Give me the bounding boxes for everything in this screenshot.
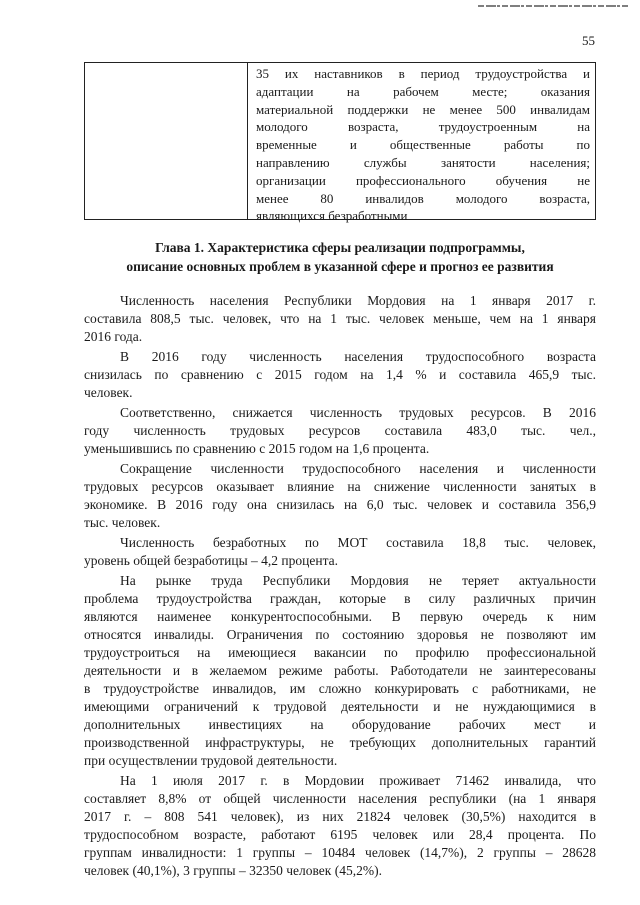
text-line: уменьшившись по сравнению с 2015 годом на 1,6 процента.: [84, 441, 430, 456]
paragraph: [84, 292, 596, 346]
table-line: являющихся безработными: [256, 208, 408, 224]
paragraph: [84, 772, 596, 880]
text-line: трудоустроиться на имеющиеся вакансии по профилю профессиональной: [84, 645, 596, 660]
text-line: 2017 г. – 808 541 человек), из них 21824 человек (30,5%) находится в: [84, 809, 596, 824]
text-line: На 1 июля 2017 г. в Мордовии проживает 71462 инвалида, что: [120, 773, 596, 788]
text-line: являются наименее конкурентоспособными. В первую очередь к ним: [84, 609, 596, 624]
table-line: материальной поддержки не менее 500 инвалидам: [256, 101, 590, 117]
text-line: составила 808,5 тыс. человек, что на 1 тыс. человек меньше, чем на 1 января: [84, 311, 596, 326]
text-line: Сокращение численности трудоспособного населения и численности: [120, 461, 596, 476]
text-line: трудовых ресурсов оказывает влияние на снижение численности занятых в: [84, 479, 596, 494]
table-right-cell: [256, 65, 590, 225]
heading-line: Глава 1. Характеристика сферы реализации подпрограммы,: [155, 240, 525, 255]
table-line: менее 80 инвалидов молодого возраста,: [256, 190, 590, 206]
text-line: производственной инфраструктуры, не требующих дополнительных гарантий: [84, 735, 596, 750]
text-line: В 2016 году численность населения трудоспособного возраста: [120, 349, 596, 364]
paragraph: [84, 534, 596, 570]
text-line: 2016 года.: [84, 329, 143, 344]
text-line: человек (40,1%), 3 группы – 32350 человек (45,2%).: [84, 863, 382, 878]
text-line: в трудоустройстве инвалидов, им сложно конкурировать с работниками, не: [84, 681, 596, 696]
text-line: На рынке труда Республики Мордовия не теряет актуальности: [120, 573, 596, 588]
program-table: [84, 62, 596, 224]
text-line: экономике. В 2016 году она снизилась на 6,0 тыс. человек и составила 356,9: [84, 497, 596, 512]
text-line: Численность населения Республики Мордовия на 1 января 2017 г.: [120, 293, 596, 308]
text-line: при осуществлении трудовой деятельности.: [84, 753, 338, 768]
text-line: человек.: [84, 385, 133, 400]
text-line: относятся инвалиды. Ограничения по состоянию здоровья не позволяют им: [84, 627, 596, 642]
chapter-heading: [84, 238, 596, 276]
paragraph: [84, 572, 596, 770]
text-line: проблема трудоустройства граждан, которые в силу различных причин: [84, 591, 596, 606]
scan-artifact: [478, 4, 628, 8]
text-line: уровень общей безработицы – 4,2 процента.: [84, 553, 339, 568]
table-line: 35 их наставников в период трудоустройства и: [256, 66, 590, 81]
table-line: организации профессионального обучения не: [256, 172, 590, 188]
paragraph: [84, 404, 596, 458]
paragraph: [84, 348, 596, 402]
text-line: группам инвалидности: 1 группы – 10484 человек (14,7%), 2 группы – 28628: [84, 845, 596, 860]
text-line: деятельности и в желаемом режиме работы. Работодатели не заинтересованы: [84, 663, 596, 678]
table-left-cell: [85, 63, 248, 219]
page-number: 55: [582, 33, 595, 48]
text-line: снизилась по сравнению с 2015 годом на 1,4 % и составила 465,9 тыс.: [84, 367, 596, 382]
body-text: [84, 292, 596, 882]
heading-line: описание основных проблем в указанной сфере и прогноз ее развития: [126, 259, 554, 274]
text-line: Численность безработных по МОТ составила 18,8 тыс. человек,: [120, 535, 596, 550]
text-line: имеющими ограничений к трудовой деятельности и не нуждающимися в: [84, 699, 596, 714]
table-line: адаптации на рабочем месте; оказания: [256, 83, 590, 99]
text-line: году численность трудовых ресурсов составила 483,0 тыс. чел.,: [84, 423, 596, 438]
text-line: составляет 8,8% от общей численности населения республики (на 1 января: [84, 791, 596, 806]
table-line: молодого возраста, трудоустроенным на: [256, 119, 590, 135]
text-line: тыс. человек.: [84, 515, 161, 530]
table-line: временные и общественные работы по: [256, 137, 590, 153]
text-line: дополнительных инвестициях на оборудование рабочих мест и: [84, 717, 596, 732]
text-line: трудоспособном возрасте, работают 6195 человек или 28,4 процента. По: [84, 827, 596, 842]
table-line: направлению службы занятости населения;: [256, 154, 590, 170]
paragraph: [84, 460, 596, 532]
text-line: Соответственно, снижается численность трудовых ресурсов. В 2016: [120, 405, 596, 420]
